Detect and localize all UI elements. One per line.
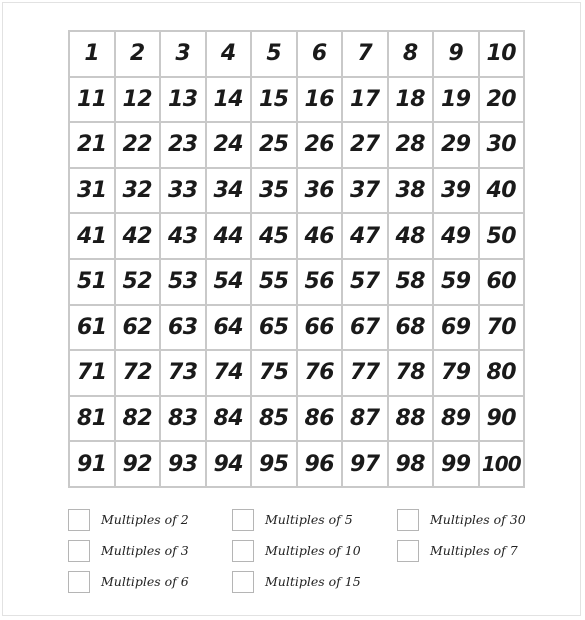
number-cell[interactable]: 99 <box>434 442 480 488</box>
number-cell[interactable]: 8 <box>389 32 435 78</box>
number-cell[interactable]: 36 <box>298 169 344 215</box>
number-cell[interactable]: 59 <box>434 260 480 306</box>
color-key-box[interactable] <box>232 571 254 593</box>
number-cell[interactable]: 42 <box>116 214 162 260</box>
number-cell[interactable]: 13 <box>161 78 207 124</box>
number-cell[interactable]: 47 <box>343 214 389 260</box>
number-cell[interactable]: 7 <box>343 32 389 78</box>
number-cell[interactable]: 88 <box>389 397 435 443</box>
number-cell[interactable]: 87 <box>343 397 389 443</box>
number-cell[interactable]: 41 <box>70 214 116 260</box>
number-cell[interactable]: 32 <box>116 169 162 215</box>
number-cell[interactable]: 66 <box>298 306 344 352</box>
number-cell[interactable]: 78 <box>389 351 435 397</box>
color-key-box[interactable] <box>68 540 90 562</box>
number-cell[interactable]: 96 <box>298 442 344 488</box>
number-cell[interactable]: 80 <box>480 351 526 397</box>
number-cell[interactable]: 64 <box>207 306 253 352</box>
number-cell[interactable]: 5 <box>252 32 298 78</box>
number-cell[interactable]: 24 <box>207 123 253 169</box>
number-cell[interactable]: 55 <box>252 260 298 306</box>
number-cell[interactable]: 21 <box>70 123 116 169</box>
number-cell[interactable]: 3 <box>161 32 207 78</box>
legend-label: Multiples of 10 <box>265 543 361 558</box>
number-cell[interactable]: 85 <box>252 397 298 443</box>
number-cell[interactable]: 70 <box>480 306 526 352</box>
number-cell[interactable]: 17 <box>343 78 389 124</box>
number-cell[interactable]: 75 <box>252 351 298 397</box>
legend <box>68 504 538 596</box>
number-cell[interactable]: 33 <box>161 169 207 215</box>
number-cell[interactable]: 89 <box>434 397 480 443</box>
number-cell[interactable]: 14 <box>207 78 253 124</box>
legend-item <box>232 535 361 566</box>
color-key-box[interactable] <box>232 509 254 531</box>
number-cell[interactable]: 46 <box>298 214 344 260</box>
number-cell[interactable]: 10 <box>480 32 526 78</box>
number-cell[interactable]: 63 <box>161 306 207 352</box>
number-cell[interactable]: 48 <box>389 214 435 260</box>
number-cell[interactable]: 60 <box>480 260 526 306</box>
number-cell[interactable]: 69 <box>434 306 480 352</box>
color-key-box[interactable] <box>232 540 254 562</box>
number-cell[interactable]: 90 <box>480 397 526 443</box>
color-key-box[interactable] <box>68 571 90 593</box>
number-cell[interactable]: 45 <box>252 214 298 260</box>
number-cell[interactable]: 100 <box>480 442 526 488</box>
legend-label: Multiples of 6 <box>101 574 189 589</box>
number-cell[interactable]: 29 <box>434 123 480 169</box>
number-cell[interactable]: 57 <box>343 260 389 306</box>
number-cell[interactable]: 86 <box>298 397 344 443</box>
number-cell[interactable]: 79 <box>434 351 480 397</box>
legend-item <box>68 566 189 597</box>
number-cell[interactable]: 40 <box>480 169 526 215</box>
number-cell[interactable]: 84 <box>207 397 253 443</box>
number-cell[interactable]: 37 <box>343 169 389 215</box>
number-cell[interactable]: 38 <box>389 169 435 215</box>
number-cell[interactable]: 25 <box>252 123 298 169</box>
number-cell[interactable]: 12 <box>116 78 162 124</box>
number-cell[interactable]: 58 <box>389 260 435 306</box>
legend-column <box>68 504 189 597</box>
legend-item <box>232 566 361 597</box>
number-cell[interactable]: 81 <box>70 397 116 443</box>
number-cell[interactable]: 71 <box>70 351 116 397</box>
legend-label: Multiples of 3 <box>101 543 189 558</box>
number-cell[interactable]: 30 <box>480 123 526 169</box>
number-cell[interactable]: 56 <box>298 260 344 306</box>
number-cell[interactable]: 6 <box>298 32 344 78</box>
number-cell[interactable]: 72 <box>116 351 162 397</box>
legend-label: Multiples of 30 <box>430 512 526 527</box>
number-cell[interactable]: 67 <box>343 306 389 352</box>
number-cell[interactable]: 26 <box>298 123 344 169</box>
number-cell[interactable]: 43 <box>161 214 207 260</box>
number-cell[interactable]: 76 <box>298 351 344 397</box>
legend-item <box>397 535 526 566</box>
color-key-box[interactable] <box>68 509 90 531</box>
number-cell[interactable]: 4 <box>207 32 253 78</box>
legend-item <box>68 504 189 535</box>
legend-column <box>232 504 361 597</box>
number-cell[interactable]: 27 <box>343 123 389 169</box>
legend-label: Multiples of 5 <box>265 512 353 527</box>
number-cell[interactable]: 68 <box>389 306 435 352</box>
number-cell[interactable]: 95 <box>252 442 298 488</box>
number-cell[interactable]: 51 <box>70 260 116 306</box>
number-cell[interactable]: 74 <box>207 351 253 397</box>
number-cell[interactable]: 98 <box>389 442 435 488</box>
number-cell[interactable]: 31 <box>70 169 116 215</box>
number-cell[interactable]: 20 <box>480 78 526 124</box>
number-cell[interactable]: 77 <box>343 351 389 397</box>
color-key-box[interactable] <box>397 509 419 531</box>
number-cell[interactable]: 35 <box>252 169 298 215</box>
number-cell[interactable]: 54 <box>207 260 253 306</box>
hundreds-chart <box>68 30 525 488</box>
number-cell[interactable]: 44 <box>207 214 253 260</box>
legend-label: Multiples of 7 <box>430 543 518 558</box>
number-cell[interactable]: 34 <box>207 169 253 215</box>
legend-label: Multiples of 15 <box>265 574 361 589</box>
number-cell[interactable]: 28 <box>389 123 435 169</box>
number-cell[interactable]: 97 <box>343 442 389 488</box>
legend-label: Multiples of 2 <box>101 512 189 527</box>
number-cell[interactable]: 11 <box>70 78 116 124</box>
number-cell[interactable]: 73 <box>161 351 207 397</box>
number-cell[interactable]: 9 <box>434 32 480 78</box>
number-cell[interactable]: 82 <box>116 397 162 443</box>
number-cell[interactable]: 39 <box>434 169 480 215</box>
number-cell[interactable]: 94 <box>207 442 253 488</box>
legend-item <box>68 535 189 566</box>
number-cell[interactable]: 15 <box>252 78 298 124</box>
number-cell[interactable]: 50 <box>480 214 526 260</box>
number-cell[interactable]: 1 <box>70 32 116 78</box>
number-cell[interactable]: 62 <box>116 306 162 352</box>
legend-item <box>397 504 526 535</box>
number-cell[interactable]: 65 <box>252 306 298 352</box>
legend-column <box>397 504 526 566</box>
number-cell[interactable]: 93 <box>161 442 207 488</box>
number-cell[interactable]: 92 <box>116 442 162 488</box>
number-cell[interactable]: 18 <box>389 78 435 124</box>
color-key-box[interactable] <box>397 540 419 562</box>
number-cell[interactable]: 2 <box>116 32 162 78</box>
legend-item <box>232 504 361 535</box>
number-cell[interactable]: 49 <box>434 214 480 260</box>
number-cell[interactable]: 61 <box>70 306 116 352</box>
number-cell[interactable]: 23 <box>161 123 207 169</box>
number-cell[interactable]: 19 <box>434 78 480 124</box>
number-cell[interactable]: 22 <box>116 123 162 169</box>
number-cell[interactable]: 52 <box>116 260 162 306</box>
number-cell[interactable]: 91 <box>70 442 116 488</box>
number-cell[interactable]: 83 <box>161 397 207 443</box>
number-cell[interactable]: 16 <box>298 78 344 124</box>
number-cell[interactable]: 53 <box>161 260 207 306</box>
